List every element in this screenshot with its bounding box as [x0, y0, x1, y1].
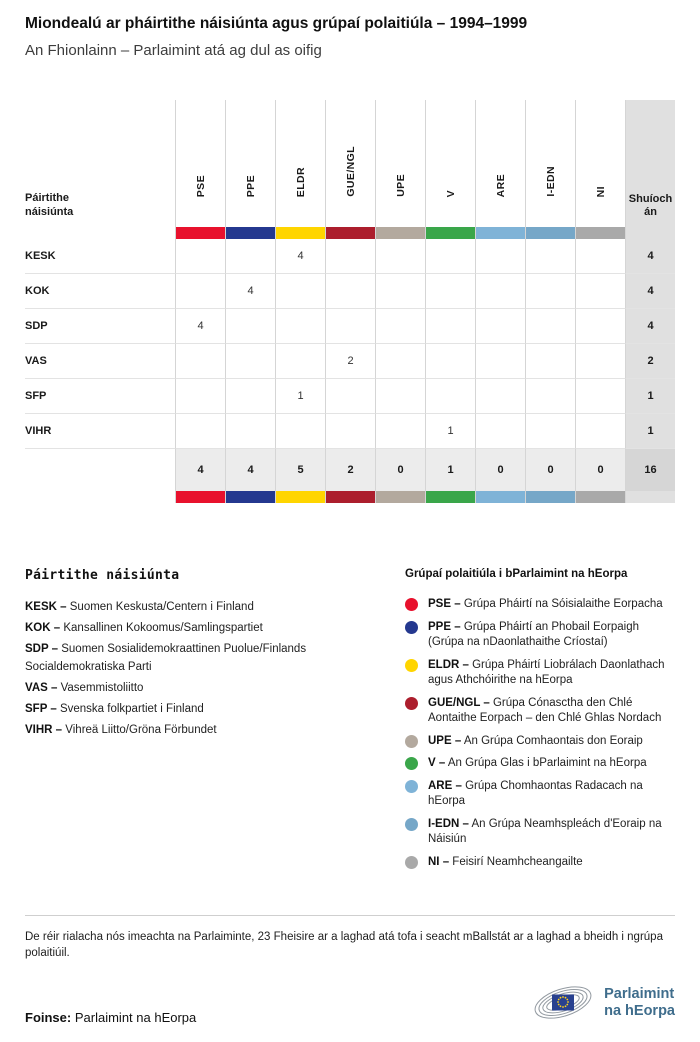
- column-total-cell: 5: [275, 449, 325, 491]
- column-header-ppe: PPE: [225, 100, 275, 227]
- seat-count-cell: [225, 309, 275, 344]
- group-legend-item: V – An Grúpa Glas i bParlaimint na hEorpa: [405, 756, 675, 772]
- seat-count-cell: [375, 309, 425, 344]
- national-parties-heading: Páirtithe náisiúnta: [25, 568, 180, 583]
- seat-count-cell: [325, 309, 375, 344]
- column-total-cell: 4: [175, 449, 225, 491]
- seat-count-cell: [525, 274, 575, 309]
- seat-count-cell: [325, 379, 375, 414]
- group-legend-item: PSE – Grúpa Pháirtí na Sóisialaithe Eorpacha: [405, 597, 675, 613]
- group-color-bar-i-edn: [525, 227, 575, 239]
- column-total-cell: 1: [425, 449, 475, 491]
- row-total-cell: 1: [625, 414, 675, 449]
- political-groups-legend: [405, 568, 675, 877]
- row-total-cell: 4: [625, 309, 675, 344]
- group-color-dot: [405, 697, 418, 710]
- seat-count-cell: 4: [275, 239, 325, 274]
- group-color-dot: [405, 621, 418, 634]
- seat-count-cell: [325, 414, 375, 449]
- seat-count-cell: [275, 344, 325, 379]
- party-legend-item: VAS – Vasemmistoliitto: [25, 682, 144, 694]
- seat-count-cell: [325, 274, 375, 309]
- party-legend-item: KOK – Kansallinen Kokoomus/Samlingspartiet: [25, 622, 263, 634]
- seat-count-cell: [225, 344, 275, 379]
- group-color-bar-pse: [175, 491, 225, 503]
- group-color-dot: [405, 598, 418, 611]
- party-legend-item: SDP – Suomen Sosialidemokraattinen Puolue/Finlands Socialdemokratiska Parti: [25, 643, 307, 673]
- column-header-gue-ngl: GUE/NGL: [325, 100, 375, 227]
- seat-count-cell: [575, 309, 625, 344]
- seat-count-cell: [525, 239, 575, 274]
- seat-count-cell: [575, 344, 625, 379]
- party-label: VAS: [25, 344, 175, 379]
- group-legend-item: ARE – Grúpa Chomhaontas Radacach na hEorpa: [405, 779, 675, 810]
- seat-count-cell: [175, 344, 225, 379]
- source-line: Foinse: Parlaimint na hEorpa: [25, 1010, 197, 1025]
- procedural-note: De réir rialacha nós imeachta na Parlaiminte, 23 Fheisire ar a laghad atá tofa i seacht mBallstát ar a laghad a bheidh i ngrúpa polaitiúil.: [25, 931, 663, 959]
- group-color-bar-ni: [575, 491, 625, 503]
- group-color-bar-v: [425, 227, 475, 239]
- seat-count-cell: [275, 414, 325, 449]
- seat-count-cell: [575, 239, 625, 274]
- group-color-bar-gue-ngl: [325, 227, 375, 239]
- party-legend-item: KESK – Suomen Keskusta/Centern i Finland: [25, 601, 254, 613]
- column-total-cell: 0: [575, 449, 625, 491]
- group-color-dot: [405, 856, 418, 869]
- column-header-ni: NI: [575, 100, 625, 227]
- seat-count-cell: [475, 309, 525, 344]
- seat-count-cell: [425, 309, 475, 344]
- row-total-cell: 4: [625, 274, 675, 309]
- group-color-bar-eldr: [275, 227, 325, 239]
- group-legend-item: GUE/NGL – Grúpa Cónasctha den Chlé Aontaithe Eorpach – den Chlé Ghlas Nordach: [405, 696, 675, 727]
- group-color-dot: [405, 735, 418, 748]
- seat-count-cell: [475, 239, 525, 274]
- group-color-bar-ppe: [225, 491, 275, 503]
- group-color-bar-v: [425, 491, 475, 503]
- seat-count-cell: 4: [225, 274, 275, 309]
- party-label: KESK: [25, 239, 175, 274]
- seat-count-cell: [475, 414, 525, 449]
- legend-section: [25, 568, 675, 877]
- column-header-i-edn: I-EDN: [525, 100, 575, 227]
- column-header-eldr: ELDR: [275, 100, 325, 227]
- column-total-cell: 0: [375, 449, 425, 491]
- seat-count-cell: [225, 379, 275, 414]
- seat-count-cell: [475, 344, 525, 379]
- group-legend-item: I-EDN – An Grúpa Neamhspleách d'Eoraip na Náisiún: [405, 817, 675, 848]
- group-color-dot: [405, 757, 418, 770]
- seats-column-cell: [625, 491, 675, 503]
- header: [25, 15, 675, 59]
- group-color-bar-upe: [375, 491, 425, 503]
- column-header-seats: Shuíochán: [625, 100, 675, 227]
- seat-count-cell: [475, 379, 525, 414]
- column-header-are: ARE: [475, 100, 525, 227]
- row-total-cell: 2: [625, 344, 675, 379]
- seat-count-cell: [425, 344, 475, 379]
- seat-count-cell: [375, 414, 425, 449]
- row-axis-header: [25, 100, 175, 227]
- seat-count-cell: [275, 309, 325, 344]
- party-legend-item: SFP – Svenska folkpartiet i Finland: [25, 703, 204, 715]
- grand-total-cell: 16: [625, 449, 675, 491]
- column-header-pse: PSE: [175, 100, 225, 227]
- group-legend-item: PPE – Grúpa Pháirtí an Phobail Eorpaigh (Grúpa na nDaonlathaithe Críostaí): [405, 620, 675, 651]
- seat-count-cell: [575, 414, 625, 449]
- group-color-bar-upe: [375, 227, 425, 239]
- row-axis-label: Páirtithe náisiúnta: [25, 192, 74, 218]
- group-color-dot: [405, 780, 418, 793]
- seat-count-cell: [225, 239, 275, 274]
- seat-count-cell: [525, 344, 575, 379]
- group-color-bar-gue-ngl: [325, 491, 375, 503]
- seat-count-cell: [175, 274, 225, 309]
- seat-count-cell: [375, 344, 425, 379]
- group-legend-item: ELDR – Grúpa Pháirtí Liobrálach Daonlathach agus Athchóirithe na hEorpa: [405, 658, 675, 689]
- page-subtitle: An Fhionlainn – Parlaimint atá ag dul as oifig: [25, 42, 322, 59]
- seat-count-cell: 2: [325, 344, 375, 379]
- column-total-cell: 0: [475, 449, 525, 491]
- row-total-cell: 1: [625, 379, 675, 414]
- seats-table: [25, 100, 675, 503]
- seat-count-cell: [275, 274, 325, 309]
- seat-count-cell: [175, 414, 225, 449]
- seat-count-cell: [375, 379, 425, 414]
- group-legend-item: NI – Feisirí Neamhcheangailte: [405, 855, 675, 871]
- seat-count-cell: [575, 379, 625, 414]
- group-color-bar-pse: [175, 227, 225, 239]
- column-total-cell: 4: [225, 449, 275, 491]
- national-parties-legend: [25, 568, 405, 877]
- group-color-dot: [405, 818, 418, 831]
- seat-count-cell: [375, 274, 425, 309]
- row-total-cell: 4: [625, 239, 675, 274]
- bar-row-spacer: [25, 491, 175, 503]
- ep-logo-wordmark: Parlaimint na hEorpa: [604, 986, 675, 1019]
- group-color-bar-ni: [575, 227, 625, 239]
- seat-count-cell: [425, 274, 475, 309]
- column-header-upe: UPE: [375, 100, 425, 227]
- footer-divider: [25, 915, 675, 916]
- seat-count-cell: [525, 414, 575, 449]
- party-label: SFP: [25, 379, 175, 414]
- group-color-bar-are: [475, 227, 525, 239]
- seat-count-cell: [425, 239, 475, 274]
- group-color-dot: [405, 659, 418, 672]
- seat-count-cell: [475, 274, 525, 309]
- ep-logo-graphic: [532, 979, 596, 1027]
- bar-row-spacer: [25, 227, 175, 239]
- seat-count-cell: [575, 274, 625, 309]
- seat-count-cell: [525, 309, 575, 344]
- political-groups-heading: Grúpaí polaitiúla i bParlaimint na hEorpa: [405, 568, 628, 580]
- page-title: Miondealú ar pháirtithe náisiúnta agus grúpaí polaitiúla – 1994–1999: [25, 15, 528, 32]
- seat-count-cell: [375, 239, 425, 274]
- column-total-cell: 0: [525, 449, 575, 491]
- european-parliament-logo: [532, 979, 675, 1027]
- column-header-v: V: [425, 100, 475, 227]
- seat-count-cell: [425, 379, 475, 414]
- seat-count-cell: 4: [175, 309, 225, 344]
- seat-count-cell: 1: [425, 414, 475, 449]
- seat-count-cell: [225, 414, 275, 449]
- group-color-bar-are: [475, 491, 525, 503]
- seats-column-cell: [625, 227, 675, 239]
- column-total-cell: 2: [325, 449, 375, 491]
- totals-row-spacer: [25, 449, 175, 491]
- party-legend-item: VIHR – Vihreä Liitto/Gröna Förbundet: [25, 724, 217, 736]
- seat-count-cell: [525, 379, 575, 414]
- seat-count-cell: [325, 239, 375, 274]
- group-color-bar-eldr: [275, 491, 325, 503]
- seat-count-cell: 1: [275, 379, 325, 414]
- group-color-bar-ppe: [225, 227, 275, 239]
- party-label: SDP: [25, 309, 175, 344]
- group-legend-item: UPE – An Grúpa Comhaontais don Eoraip: [405, 734, 675, 750]
- group-color-bar-i-edn: [525, 491, 575, 503]
- party-label: KOK: [25, 274, 175, 309]
- seat-count-cell: [175, 379, 225, 414]
- seat-count-cell: [175, 239, 225, 274]
- party-label: VIHR: [25, 414, 175, 449]
